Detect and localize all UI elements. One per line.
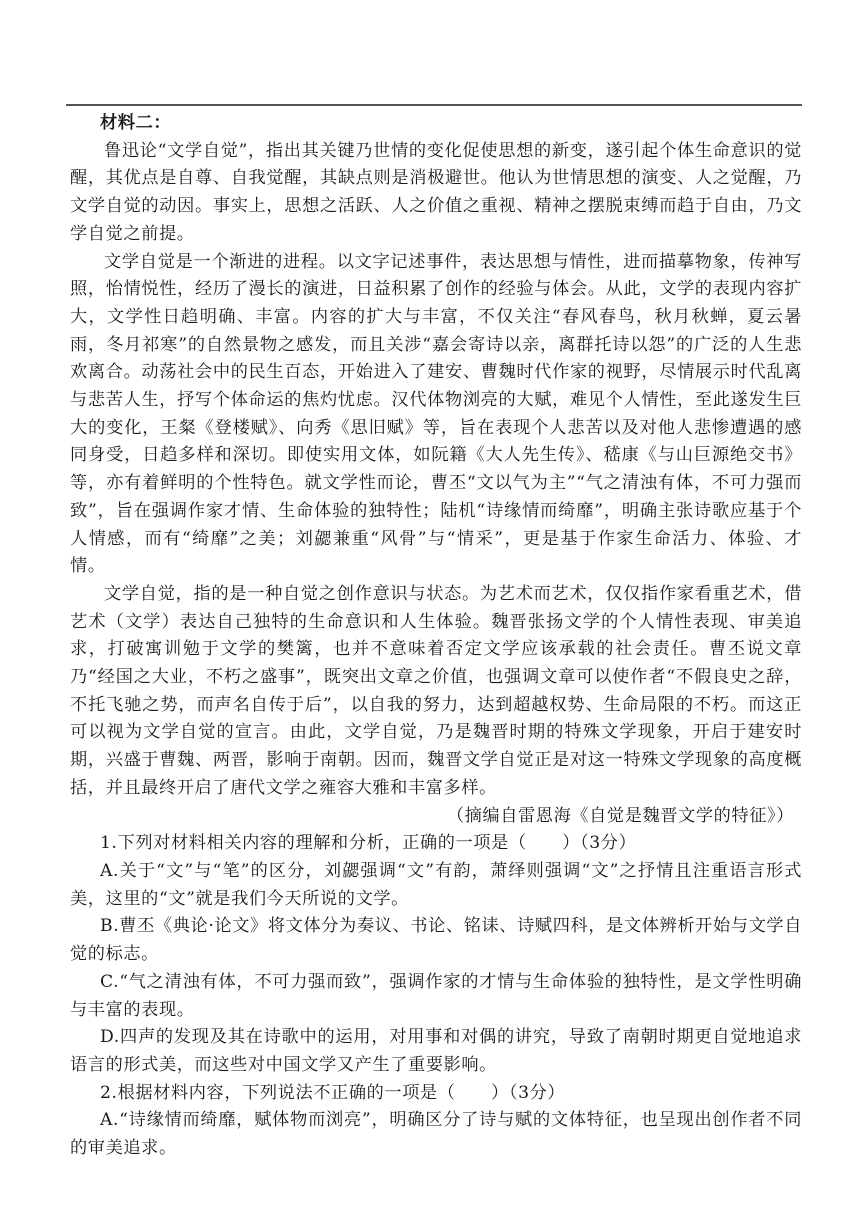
question-1-option-c: C.“气之清浊有体，不可力强而致”，强调作家的才情与生命体验的独特性，是文学性明确与丰富的表现。: [70, 971, 802, 1020]
question-1-option-b: B.曹丕《典论·论文》将文体分为奏议、书论、铭诔、诗赋四科，是文体辨析开始与文学自觉的标志。: [70, 916, 802, 965]
question-1-stem: 1.下列对材料相关内容的理解和分析，正确的一项是（ ）（3分）: [100, 833, 637, 854]
material-heading: 材料二：: [100, 113, 172, 133]
question-2-option-a: A.“诗缘情而绮靡，赋体物而浏亮”，明确区分了诗与赋的文体特征，也呈现出创作者不同的审美追求。: [70, 1110, 802, 1159]
paragraph-1: 鲁迅论“文学自觉”，指出其关键乃世情的变化促使思想的新变，遂引起个体生命意识的觉醒，其优点是自尊、自我觉醒，其缺点则是消极避世。他认为世情思想的演变、人之觉醒，乃文学自觉的动因。事实上，思想之活跃、人之价值之重视、精神之摆脱束缚而趋于自由，乃文学自觉之前提。: [70, 140, 802, 244]
question-1-option-a: A.关于“文”与“笔”的区分，刘勰强调“文”有韵，萧绎则强调“文”之抒情且注重语言形式美，这里的“文”就是我们今天所说的文学。: [70, 860, 802, 909]
paragraph-3: 文学自觉，指的是一种自觉之创作意识与状态。为艺术而艺术，仅仅指作家看重艺术，借艺术（文学）表达自己独特的生命意识和人生体验。魏晋张扬文学的个人情性表现、审美追求，打破寓训勉于文学的樊篱，也并不意味着否定文学应该承载的社会责任。曹丕说文章乃“经国之大业，不朽之盛事”，既突出文章之价值，也强调文章可以使作者“不假良史之辞，不托飞驰之势，而声名自传于后”，以自我的努力，达到超越权势、生命局限的不朽。而这正可以视为文学自觉的宣言。由此，文学自觉，乃是魏晋时期的特殊文学现象，开启于建安时期，兴盛于曹魏、两晋，影响于南朝。因而，魏晋文学自觉正是对这一特殊文学现象的高度概括，并且最终开启了唐代文学之雍容大雅和丰富多样。: [70, 583, 802, 798]
top-divider: [66, 104, 802, 106]
question-1-option-d: D.四声的发现及其在诗歌中的运用，对用事和对偶的讲究，导致了南朝时期更自觉地追求语言的形式美，而这些对中国文学又产生了重要影响。: [70, 1027, 802, 1075]
paragraph-2: 文学自觉是一个渐进的进程。以文字记述事件，表达思想与情性，进而描摹物象，传神写照，怡情悦性，经历了漫长的演进，日益积累了创作的经验与体会。从此，文学的表现内容扩大，文学性日趋明确、丰富。内容的扩大与丰富，不仅关注“春风春鸟，秋月秋蝉，夏云暑雨，冬月祁寒”的自然景物之感发，而且关涉“嘉会寄诗以亲，离群托诗以怨”的广泛的人生悲欢离合。动荡社会中的民生百态，开始进入了建安、曹魏时代作家的视野，尽情展示时代乱离与悲苦人生，抒写个体命运的焦灼忧虑。汉代体物浏亮的大赋，难见个人情性，至此遂发生巨大的变化，王粲《登楼赋》、向秀《思旧赋》等，旨在表现个人悲苦以及对他人悲惨遭遇的感同身受，日趋多样和深切。即使实用文体，如阮籍《大人先生传》、嵇康《与山巨源绝交书》等，亦有着鲜明的个性特色。就文学性而论，曹丕“文以气为主”“气之清浊有体，不可力强而致”，旨在强调作家才情、生命体验的独特性；陆机“诗缘情而绮靡”，明确主张诗歌应基于个人情感，而有“绮靡”之美；刘勰兼重“风骨”与“情采”，更是基于作家生命活力、体验、才情。: [70, 251, 802, 577]
question-2-stem: 2.根据材料内容，下列说法不正确的一项是（ ）（3分）: [100, 1082, 566, 1103]
passage-content: [70, 110, 802, 1163]
source-citation: （摘编自雷恩海《自觉是魏晋文学的特征》）: [446, 805, 794, 826]
